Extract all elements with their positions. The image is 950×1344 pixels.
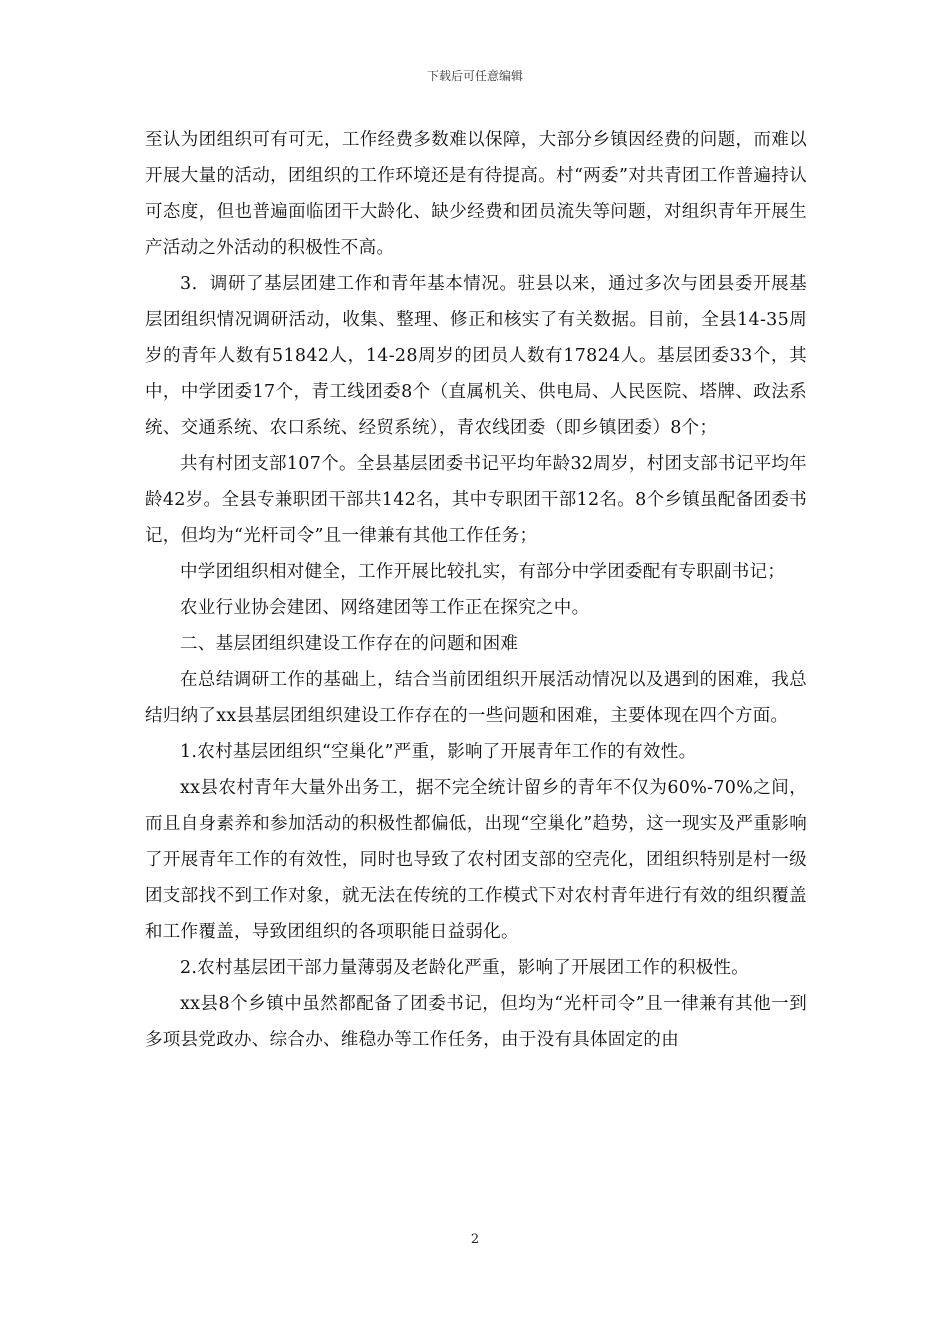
page-header: 下载后可任意编辑 [426,69,523,83]
subsection-heading: 2.农村基层团干部力量薄弱及老龄化严重，影响了开展团工作的积极性。 [180,958,750,978]
paragraph: xx县农村青年大量外出务工，据不完全统计留乡的青年不仅为60%-70%之间，而且自身素养和参加活动的积极性都偏低，出现“空巢化”趋势，这一现实及严重影响了开展青年工作的有效性，同时也导致了农村团支部的空壳化，团组织特别是村一级团支部找不到工作对象，就无法在传统的工作模式下对农村青年进行有效的组织覆盖和工作覆盖，导致团组织的各项职能日益弱化。 [145,778,807,942]
page-number: 2 [470,1232,480,1247]
paragraph: 共有村团支部107个。全县基层团委书记平均年龄32周岁，村团支部书记平均年龄42岁。全县专兼职团干部共142名，其中专职团干部12名。8个乡镇虽配备团委书记，但均为“光杆司令”且一律兼有其他工作任务； [145,454,807,546]
paragraph: 中学团组织相对健全，工作开展比较扎实，有部分中学团委配有专职副书记； [180,562,786,582]
paragraph: 3．调研了基层团建工作和青年基本情况。驻县以来，通过多次与团县委开展基层团组织情况调研活动，收集、整理、修正和核实了有关数据。目前，全县14-35周岁的青年人数有51842人，14-28周岁的团员人数有17824人。基层团委33个，其中，中学团委17个，青工线团委8个（直属机关、供电局、人民医院、塔牌、政法系统、交通系统、农口系统、经贸系统），青农线团委（即乡镇团委）8个； [145,274,807,438]
paragraph: 农业行业协会建团、网络建团等工作正在探究之中。 [180,598,590,618]
document-body [145,122,807,1058]
section-heading: 二、基层团组织建设工作存在的问题和困难 [180,634,519,654]
paragraph: 在总结调研工作的基础上，结合当前团组织开展活动情况以及遇到的困难，我总结归纳了xx县基层团组织建设工作存在的一些问题和困难，主要体现在四个方面。 [145,670,807,726]
paragraph: xx县8个乡镇中虽然都配备了团委书记，但均为“光杆司令”且一律兼有其他一到多项县党政办、综合办、维稳办等工作任务，由于没有具体固定的由 [145,994,807,1050]
paragraph: 至认为团组织可有可无，工作经费多数难以保障，大部分乡镇因经费的问题，而难以开展大量的活动，团组织的工作环境还是有待提高。村“两委”对共青团工作普遍持认可态度，但也普遍面临团干大龄化、缺少经费和团员流失等问题，对组织青年开展生产活动之外活动的积极性不高。 [145,130,807,258]
subsection-heading: 1.农村基层团组织“空巢化”严重，影响了开展青年工作的有效性。 [180,742,697,762]
